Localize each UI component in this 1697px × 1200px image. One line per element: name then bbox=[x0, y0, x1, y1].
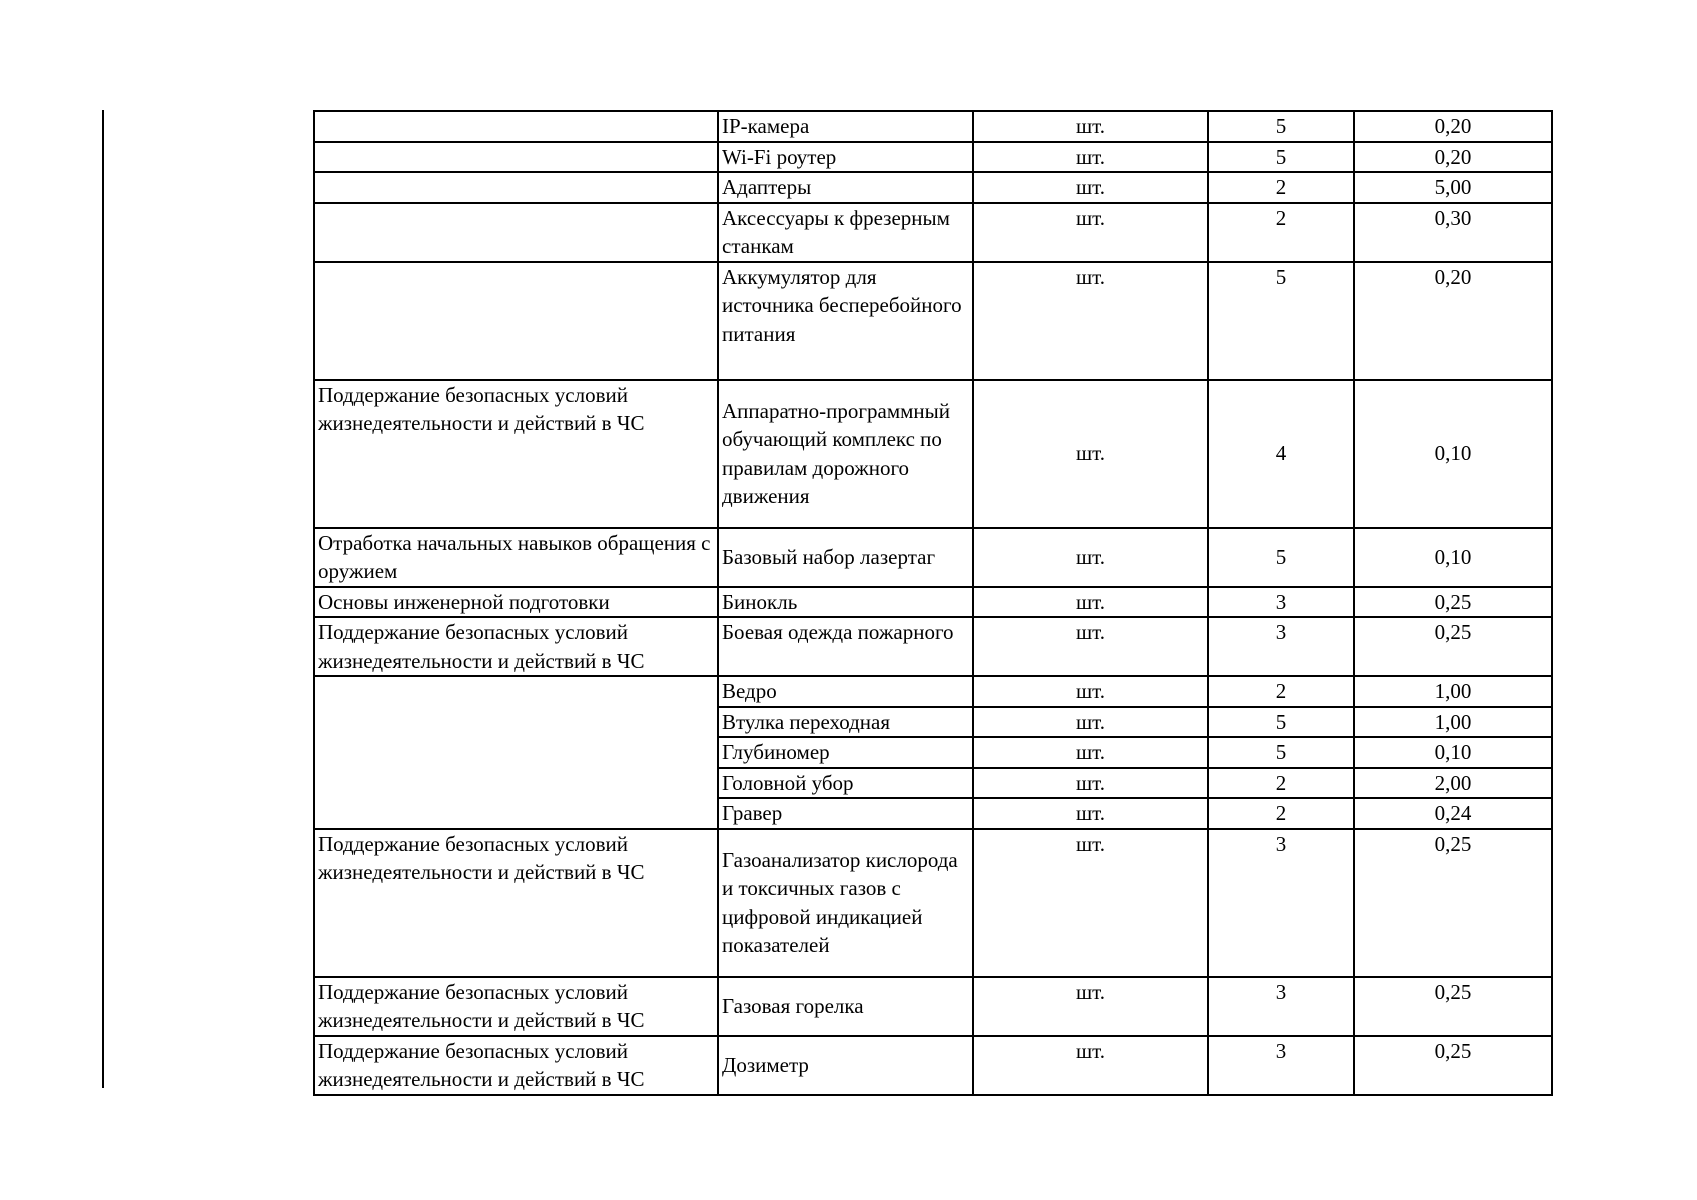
table-row bbox=[314, 676, 1552, 707]
topic-cell bbox=[314, 142, 718, 173]
equipment-table bbox=[313, 110, 1553, 1096]
table-row bbox=[314, 977, 1552, 1036]
unit-cell: шт. bbox=[973, 111, 1208, 142]
item-cell: Wi-Fi роутер bbox=[718, 142, 973, 173]
topic-cell: Основы инженерной подготовки bbox=[314, 587, 718, 618]
quantity-cell: 2 bbox=[1208, 798, 1354, 829]
quantity-cell: 3 bbox=[1208, 977, 1354, 1036]
topic-cell: Отработка начальных навыков обращения с оружием bbox=[314, 528, 718, 587]
value-cell: 0,25 bbox=[1354, 617, 1552, 676]
item-cell: Бинокль bbox=[718, 587, 973, 618]
value-cell: 0,30 bbox=[1354, 203, 1552, 262]
value-cell: 0,10 bbox=[1354, 737, 1552, 768]
page-margin-line bbox=[102, 110, 104, 1088]
value-cell: 0,10 bbox=[1354, 528, 1552, 587]
topic-cell: Поддержание безопасных условий жизнедеятельности и действий в ЧС bbox=[314, 829, 718, 977]
unit-cell: шт. bbox=[973, 142, 1208, 173]
topic-cell bbox=[314, 111, 718, 142]
topic-cell: Поддержание безопасных условий жизнедеятельности и действий в ЧС bbox=[314, 977, 718, 1036]
unit-cell: шт. bbox=[973, 768, 1208, 799]
value-cell: 0,10 bbox=[1354, 380, 1552, 528]
quantity-cell: 2 bbox=[1208, 768, 1354, 799]
table-row bbox=[314, 617, 1552, 676]
quantity-cell: 4 bbox=[1208, 380, 1354, 528]
topic-cell: Поддержание безопасных условий жизнедеятельности и действий в ЧС bbox=[314, 617, 718, 676]
unit-cell: шт. bbox=[973, 1036, 1208, 1095]
topic-cell: Поддержание безопасных условий жизнедеятельности и действий в ЧС bbox=[314, 1036, 718, 1095]
quantity-cell: 2 bbox=[1208, 203, 1354, 262]
quantity-cell: 5 bbox=[1208, 707, 1354, 738]
quantity-cell: 2 bbox=[1208, 172, 1354, 203]
item-cell: Адаптеры bbox=[718, 172, 973, 203]
value-cell: 0,25 bbox=[1354, 829, 1552, 977]
value-cell: 0,25 bbox=[1354, 1036, 1552, 1095]
item-cell: Газовая горелка bbox=[718, 977, 973, 1036]
item-cell: Дозиметр bbox=[718, 1036, 973, 1095]
table-row bbox=[314, 111, 1552, 142]
topic-cell bbox=[314, 676, 718, 829]
unit-cell: шт. bbox=[973, 380, 1208, 528]
item-cell: IP-камера bbox=[718, 111, 973, 142]
table-row bbox=[314, 142, 1552, 173]
unit-cell: шт. bbox=[973, 587, 1208, 618]
quantity-cell: 3 bbox=[1208, 587, 1354, 618]
item-cell: Глубиномер bbox=[718, 737, 973, 768]
topic-cell bbox=[314, 172, 718, 203]
quantity-cell: 5 bbox=[1208, 142, 1354, 173]
item-cell: Головной убор bbox=[718, 768, 973, 799]
quantity-cell: 5 bbox=[1208, 262, 1354, 380]
item-cell: Боевая одежда пожарного bbox=[718, 617, 973, 676]
value-cell: 1,00 bbox=[1354, 676, 1552, 707]
unit-cell: шт. bbox=[973, 617, 1208, 676]
unit-cell: шт. bbox=[973, 262, 1208, 380]
item-cell: Газоанализатор кислорода и токсичных газов с цифровой индикацией показателей bbox=[718, 829, 973, 977]
table-row bbox=[314, 528, 1552, 587]
item-cell: Ведро bbox=[718, 676, 973, 707]
quantity-cell: 5 bbox=[1208, 528, 1354, 587]
item-cell: Аккумулятор для источника бесперебойного питания bbox=[718, 262, 973, 380]
value-cell: 0,20 bbox=[1354, 142, 1552, 173]
table-row bbox=[314, 1036, 1552, 1095]
topic-cell: Поддержание безопасных условий жизнедеятельности и действий в ЧС bbox=[314, 380, 718, 528]
value-cell: 5,00 bbox=[1354, 172, 1552, 203]
quantity-cell: 2 bbox=[1208, 676, 1354, 707]
topic-cell bbox=[314, 203, 718, 262]
unit-cell: шт. bbox=[973, 172, 1208, 203]
item-cell: Гравер bbox=[718, 798, 973, 829]
value-cell: 1,00 bbox=[1354, 707, 1552, 738]
quantity-cell: 5 bbox=[1208, 737, 1354, 768]
value-cell: 0,24 bbox=[1354, 798, 1552, 829]
unit-cell: шт. bbox=[973, 528, 1208, 587]
value-cell: 0,25 bbox=[1354, 977, 1552, 1036]
value-cell: 2,00 bbox=[1354, 768, 1552, 799]
unit-cell: шт. bbox=[973, 798, 1208, 829]
value-cell: 0,25 bbox=[1354, 587, 1552, 618]
table-row bbox=[314, 587, 1552, 618]
value-cell: 0,20 bbox=[1354, 262, 1552, 380]
item-cell: Аксессуары к фрезерным станкам bbox=[718, 203, 973, 262]
item-cell: Базовый набор лазертаг bbox=[718, 528, 973, 587]
table-row bbox=[314, 262, 1552, 380]
topic-cell bbox=[314, 262, 718, 380]
quantity-cell: 3 bbox=[1208, 617, 1354, 676]
unit-cell: шт. bbox=[973, 707, 1208, 738]
table-row bbox=[314, 380, 1552, 528]
item-cell: Аппаратно-программный обучающий комплекс по правилам дорожного движения bbox=[718, 380, 973, 528]
table-row bbox=[314, 172, 1552, 203]
table-row bbox=[314, 829, 1552, 977]
value-cell: 0,20 bbox=[1354, 111, 1552, 142]
unit-cell: шт. bbox=[973, 977, 1208, 1036]
unit-cell: шт. bbox=[973, 737, 1208, 768]
quantity-cell: 3 bbox=[1208, 829, 1354, 977]
item-cell: Втулка переходная bbox=[718, 707, 973, 738]
unit-cell: шт. bbox=[973, 203, 1208, 262]
table-row bbox=[314, 203, 1552, 262]
quantity-cell: 5 bbox=[1208, 111, 1354, 142]
quantity-cell: 3 bbox=[1208, 1036, 1354, 1095]
unit-cell: шт. bbox=[973, 676, 1208, 707]
unit-cell: шт. bbox=[973, 829, 1208, 977]
